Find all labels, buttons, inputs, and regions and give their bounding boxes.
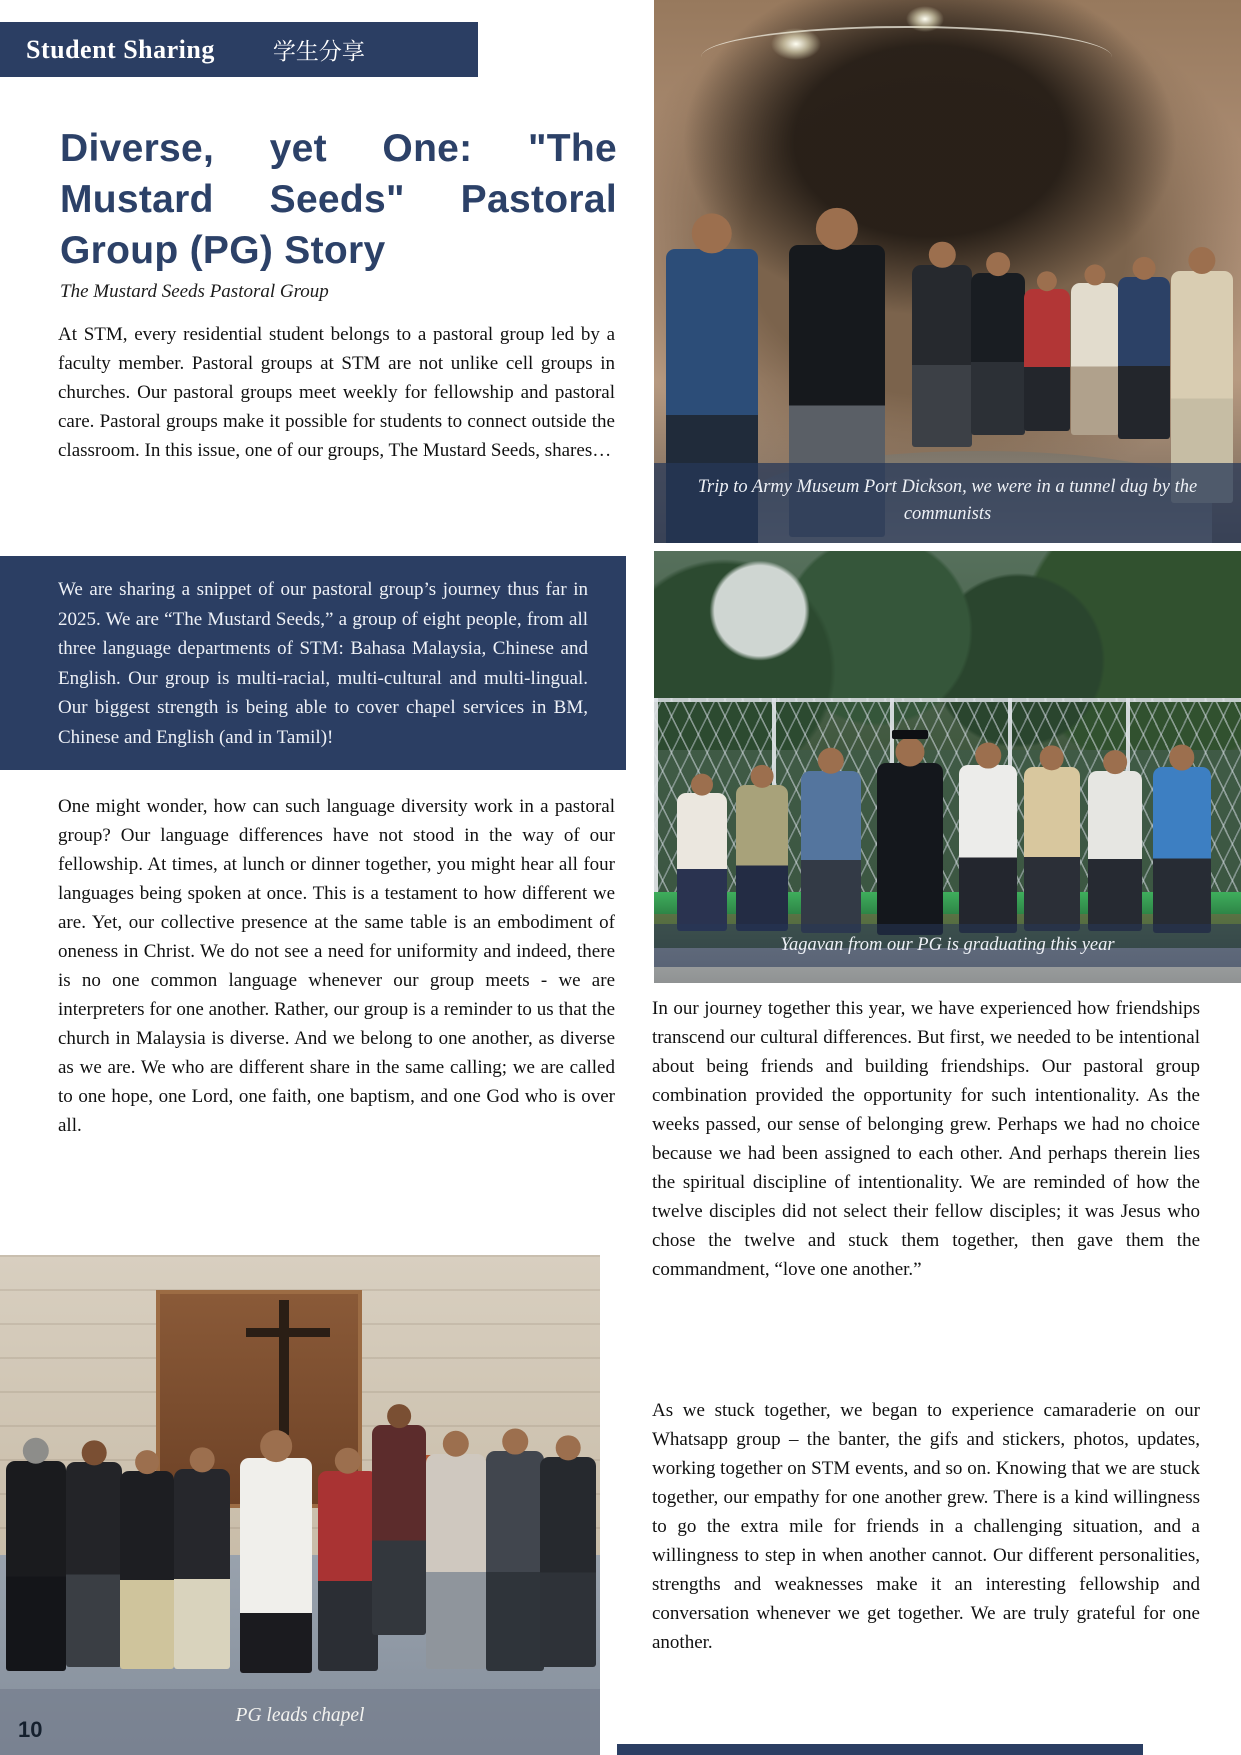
highlight-paragraph: We are sharing a snippet of our pastoral group’s journey thus far in 2025. We are “The Mustard Seeds,” a group of eight people, from all three language departments of STM: Bahasa Malaysia, Chinese and English. Our group is multi-racial, multi-cultural and multi-lingual. Our biggest strength is being able to cover chapel services in BM, Chinese and English (and in Tamil)! <box>58 579 588 748</box>
acolyte-figure <box>240 1458 312 1673</box>
photo-caption: Yagavan from our PG is graduating this year <box>654 924 1241 967</box>
section-title-en: Student Sharing <box>26 34 215 64</box>
page-number: 10 <box>18 1717 43 1742</box>
footer-accent-bar <box>617 1744 1143 1755</box>
person-figure <box>120 1471 174 1669</box>
cross-icon <box>279 1300 289 1435</box>
person-figure <box>426 1454 486 1669</box>
person-figure <box>372 1425 426 1635</box>
person-figure <box>174 1469 230 1669</box>
article-title-line: Group (PG) Story <box>60 229 386 272</box>
photo-caption: PG leads chapel <box>0 1689 600 1755</box>
person-figure <box>1118 277 1170 439</box>
body-paragraph-right: In our journey together this year, we have experienced how friendships transcend our cultural differences. But first, we needed to be intentional about being friends and building friendships. Our pastoral group combination provided the opportunity for such intentionality. As the weeks passed, our sense of belonging grew. Perhaps we had no choice because we had been assigned to each other. And perhaps therein lies the spiritual discipline of intentionality. We are reminded of how the twelve disciples did not select their fellow disciples; it was Jesus who chose the twelve and stuck them together, then gave them the commandment, “love one another.” <box>652 998 1200 1280</box>
person-figure <box>540 1457 596 1667</box>
photo-caption: Trip to Army Museum Port Dickson, we were in a tunnel dug by the communists <box>654 463 1241 543</box>
person-figure <box>1071 283 1119 435</box>
person-figure <box>66 1462 122 1667</box>
article-title-line: Diverse, yet One: "The <box>60 127 617 170</box>
article-title-line: Mustard Seeds" Pastoral <box>60 178 617 221</box>
section-title-zh: 学生分享 <box>272 38 365 64</box>
person-figure <box>912 265 972 447</box>
person-figure <box>1024 767 1080 931</box>
highlight-box <box>0 556 626 770</box>
body-paragraph-right: As we stuck together, we began to experience camaraderie on our Whatsapp group – the banter, the gifs and stickers, photos, updates, working together on STM events, and so on. Knowing that we are stuck together, our empathy for one another grew. There is a kind willingness to go the extra mile for friends in a challenging situation, and a willingness to step in when another cannot. Our different personalities, strengths and weaknesses make it an interesting fellowship and conversation whenever we get together. We are truly grateful for one another. <box>652 1400 1200 1653</box>
section-header-bar <box>0 22 478 77</box>
article-title <box>60 123 617 276</box>
person-figure <box>1153 767 1211 933</box>
person-figure <box>736 785 788 931</box>
person-figure <box>1024 289 1070 431</box>
photo-graduation <box>654 551 1241 983</box>
body-paragraph-left: One might wonder, how can such language diversity work in a pastoral group? Our language differences have not stood in the way of our fellowship. At times, at lunch or dinner together, you might hear all four languages being spoken at once. This is a testament to how different we are. Yet, our collective presence at the same table is an embodiment of oneness in Christ. We do not see a need for uniformity and indeed, there is no one common language whenever our group meets - we are interpreters for one another. Rather, our group is a reminder to us that the church in Malaysia is diverse. And we belong to one another, as diverse as we are. We who are different share in the same calling; we are called to one hope, one Lord, one faith, one baptism, and one God who is over all. <box>58 796 615 1136</box>
intro-paragraph: At STM, every residential student belongs to a pastoral group led by a faculty member. Pastoral groups at STM are not unlike cell groups in churches. Our pastoral groups meet weekly for fellowship and pastoral care. Pastoral groups make it possible for students to connect outside the classroom. In this issue, one of our groups, The Mustard Seeds, shares… <box>58 324 615 461</box>
mortarboard-cap <box>892 730 928 739</box>
photo-army-museum <box>654 0 1241 543</box>
person-figure <box>1088 771 1142 931</box>
person-figure <box>486 1451 544 1671</box>
tunnel-wire <box>701 26 1112 88</box>
person-figure <box>971 273 1025 435</box>
photo-chapel <box>0 1255 600 1755</box>
person-figure <box>801 771 861 933</box>
cross-icon <box>246 1328 330 1337</box>
article-byline: The Mustard Seeds Pastoral Group <box>60 281 329 302</box>
person-figure <box>677 793 727 931</box>
person-figure <box>318 1471 378 1671</box>
person-figure <box>6 1461 66 1671</box>
graduate-figure <box>877 763 943 935</box>
person-figure <box>959 765 1017 933</box>
